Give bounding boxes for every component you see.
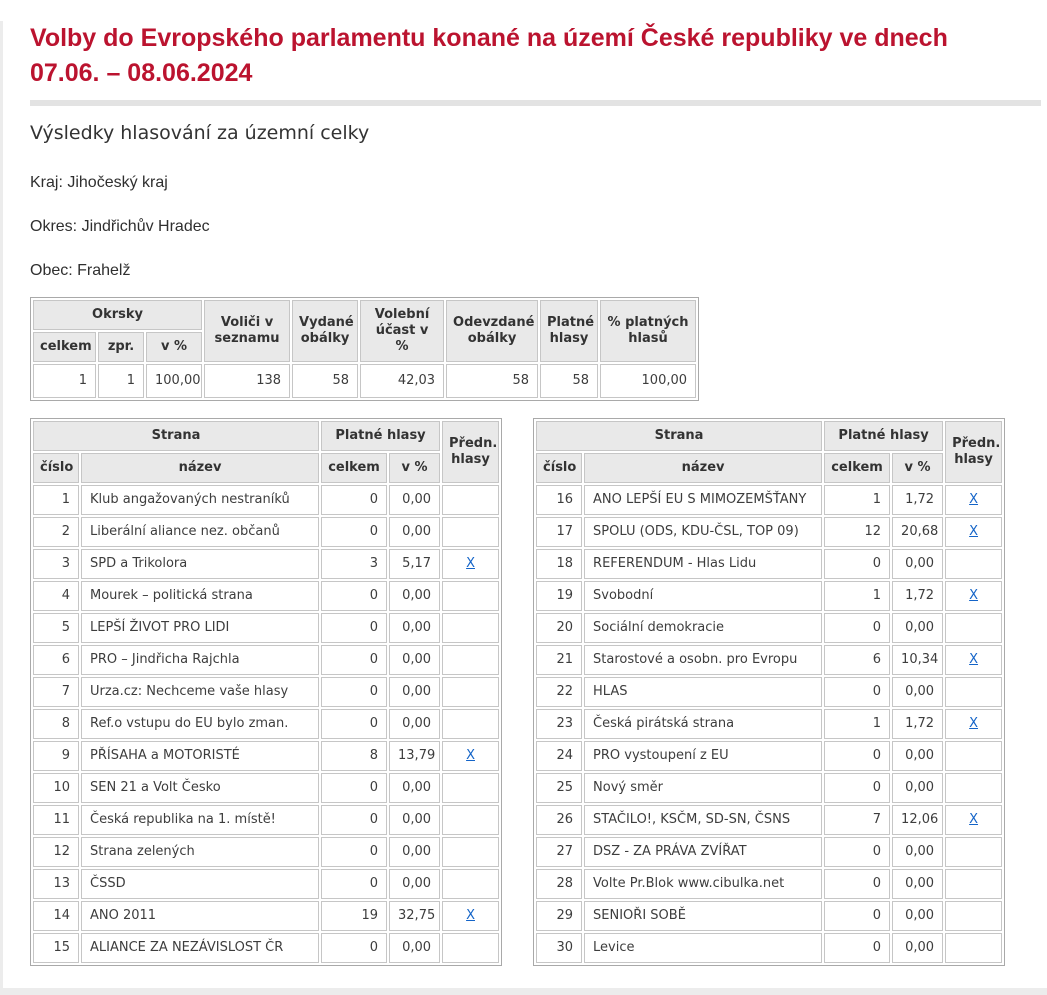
party-votes-percent: 0,00 — [389, 677, 440, 707]
party-row — [33, 741, 499, 771]
summary-ucast: 42,03 — [360, 364, 444, 398]
title-divider — [30, 100, 1041, 106]
party-votes-percent: 0,00 — [389, 933, 440, 963]
party-votes-total: 1 — [824, 581, 890, 611]
party-name: Levice — [584, 933, 822, 963]
party-votes-percent: 10,34 — [892, 645, 943, 675]
party-number: 28 — [536, 869, 582, 899]
party-header-predn-line1: Předn. — [449, 436, 498, 451]
party-pref-cell — [945, 901, 1002, 931]
party-row — [536, 773, 1002, 803]
page-content — [30, 21, 1041, 966]
party-votes-total: 12 — [824, 517, 890, 547]
section-title: Výsledky hlasování za územní celky — [30, 122, 370, 144]
party-number: 13 — [33, 869, 79, 899]
party-pref-cell — [442, 485, 499, 515]
party-row — [33, 805, 499, 835]
party-votes-total: 0 — [824, 613, 890, 643]
party-votes-total: 1 — [824, 485, 890, 515]
party-header-predn-line1: Předn. — [952, 436, 1001, 451]
party-name: LEPŠÍ ŽIVOT PRO LIDI — [81, 613, 319, 643]
party-number: 30 — [536, 933, 582, 963]
party-votes-percent: 5,17 — [389, 549, 440, 579]
party-header-vpct: v % — [892, 453, 943, 483]
party-row — [33, 901, 499, 931]
party-number: 24 — [536, 741, 582, 771]
party-pref-cell — [442, 869, 499, 899]
party-votes-percent: 1,72 — [892, 709, 943, 739]
summary-okrsky-vpct: 100,00 — [146, 364, 202, 398]
summary-okrsky-zpr: 1 — [98, 364, 144, 398]
party-pref-cell — [442, 549, 499, 579]
party-votes-percent: 0,00 — [892, 741, 943, 771]
party-votes-total: 0 — [824, 677, 890, 707]
party-tables-row — [30, 418, 1041, 966]
party-votes-percent: 13,79 — [389, 741, 440, 771]
party-votes-total: 1 — [824, 709, 890, 739]
party-name: SPD a Trikolora — [81, 549, 319, 579]
party-header-celkem: celkem — [321, 453, 387, 483]
party-votes-percent: 1,72 — [892, 485, 943, 515]
party-row — [536, 613, 1002, 643]
party-votes-total: 0 — [321, 869, 387, 899]
party-number: 22 — [536, 677, 582, 707]
party-name: Volte Pr.Blok www.cibulka.net — [584, 869, 822, 899]
party-votes-percent: 0,00 — [389, 517, 440, 547]
party-header-vpct: v % — [389, 453, 440, 483]
party-number: 8 — [33, 709, 79, 739]
party-number: 14 — [33, 901, 79, 931]
party-name: Starostové a osobn. pro Evropu — [584, 645, 822, 675]
party-votes-total: 0 — [824, 933, 890, 963]
party-votes-total: 0 — [321, 677, 387, 707]
summary-vydane-obalky: 58 — [292, 364, 358, 398]
party-number: 4 — [33, 581, 79, 611]
party-row — [33, 613, 499, 643]
party-pref-cell — [442, 933, 499, 963]
party-row — [33, 645, 499, 675]
party-row — [536, 805, 1002, 835]
pref-votes-link[interactable]: X — [969, 812, 979, 827]
party-votes-percent: 0,00 — [892, 549, 943, 579]
pref-votes-link[interactable]: X — [969, 716, 979, 731]
party-votes-total: 0 — [321, 805, 387, 835]
party-name: Ref.o vstupu do EU bylo zman. — [81, 709, 319, 739]
party-pref-cell — [945, 613, 1002, 643]
party-header-platne-hlasy: Platné hlasy — [321, 421, 440, 451]
party-votes-total: 0 — [321, 517, 387, 547]
party-name: Nový směr — [584, 773, 822, 803]
obec-label: Obec: Frahelž — [30, 262, 131, 279]
party-name: PRO – Jindřicha Rajchla — [81, 645, 319, 675]
party-votes-total: 0 — [824, 773, 890, 803]
summary-header-okrsky-vpct: v % — [146, 332, 202, 362]
party-number: 1 — [33, 485, 79, 515]
party-row — [33, 773, 499, 803]
pref-votes-link[interactable]: X — [969, 652, 979, 667]
party-header-cislo: číslo — [33, 453, 79, 483]
party-votes-percent: 0,00 — [892, 869, 943, 899]
party-name: ANO LEPŠÍ EU S MIMOZEMŠŤANY — [584, 485, 822, 515]
party-pref-cell — [945, 741, 1002, 771]
party-name: Liberální aliance nez. občanů — [81, 517, 319, 547]
summary-header-ucast: Volební účast v % — [360, 300, 444, 362]
party-votes-total: 0 — [321, 581, 387, 611]
party-votes-percent: 0,00 — [389, 645, 440, 675]
party-votes-total: 0 — [321, 933, 387, 963]
party-pref-cell — [442, 773, 499, 803]
summary-header-platne-hlasy: Platné hlasy — [540, 300, 598, 362]
summary-pct-platnych: 100,00 — [600, 364, 696, 398]
party-votes-total: 0 — [321, 645, 387, 675]
party-header-predn-hlasy — [945, 421, 1002, 483]
party-name: Klub angažovaných nestraníků — [81, 485, 319, 515]
party-votes-total: 0 — [321, 613, 387, 643]
summary-header-pct-platnych: % platných hlasů — [600, 300, 696, 362]
summary-row — [33, 364, 696, 398]
party-number: 6 — [33, 645, 79, 675]
party-header-predn-line2: hlasy — [451, 452, 490, 467]
party-votes-percent: 0,00 — [389, 837, 440, 867]
party-row — [536, 741, 1002, 771]
party-votes-total: 0 — [824, 741, 890, 771]
party-name: ČSSD — [81, 869, 319, 899]
page-title-line1: Volby do Evropského parlamentu konané na území České republiky ve dnech — [30, 24, 948, 52]
party-row — [536, 581, 1002, 611]
summary-header-volici: Voliči v seznamu — [204, 300, 290, 362]
summary-header-okrsky-celkem: celkem — [33, 332, 96, 362]
party-pref-cell — [945, 805, 1002, 835]
party-row — [536, 485, 1002, 515]
party-votes-percent: 1,72 — [892, 581, 943, 611]
party-number: 26 — [536, 805, 582, 835]
party-row — [536, 517, 1002, 547]
party-pref-cell — [945, 485, 1002, 515]
party-header-celkem: celkem — [824, 453, 890, 483]
party-pref-cell — [945, 517, 1002, 547]
party-votes-total: 19 — [321, 901, 387, 931]
party-votes-total: 0 — [321, 837, 387, 867]
party-row — [536, 709, 1002, 739]
party-pref-cell — [442, 645, 499, 675]
party-name: Urza.cz: Nechceme vaše hlasy — [81, 677, 319, 707]
party-pref-cell — [945, 869, 1002, 899]
party-pref-cell — [945, 645, 1002, 675]
party-row — [33, 549, 499, 579]
pref-votes-link[interactable]: X — [969, 492, 979, 507]
party-row — [33, 485, 499, 515]
party-row — [33, 677, 499, 707]
party-table-left — [30, 418, 502, 966]
party-name: Mourek – politická strana — [81, 581, 319, 611]
party-row — [536, 837, 1002, 867]
party-number: 12 — [33, 837, 79, 867]
party-row — [536, 645, 1002, 675]
party-number: 20 — [536, 613, 582, 643]
party-row — [33, 869, 499, 899]
summary-header-okrsky-zpr: zpr. — [98, 332, 144, 362]
party-pref-cell — [442, 613, 499, 643]
party-number: 2 — [33, 517, 79, 547]
party-number: 15 — [33, 933, 79, 963]
summary-platne-hlasy: 58 — [540, 364, 598, 398]
summary-volici: 138 — [204, 364, 290, 398]
party-number: 5 — [33, 613, 79, 643]
page-bottom-border — [0, 988, 1047, 995]
party-name: HLAS — [584, 677, 822, 707]
party-votes-total: 0 — [321, 709, 387, 739]
party-row — [33, 517, 499, 547]
party-name: Sociální demokracie — [584, 613, 822, 643]
page-title — [30, 21, 1041, 91]
party-name: Svobodní — [584, 581, 822, 611]
party-pref-cell — [442, 581, 499, 611]
party-row — [33, 581, 499, 611]
party-votes-percent: 0,00 — [389, 709, 440, 739]
party-name: Česká pirátská strana — [584, 709, 822, 739]
party-name: PŘÍSAHA a MOTORISTÉ — [81, 741, 319, 771]
party-number: 9 — [33, 741, 79, 771]
party-votes-percent: 0,00 — [892, 837, 943, 867]
party-row — [33, 837, 499, 867]
party-name: SEN 21 a Volt Česko — [81, 773, 319, 803]
party-pref-cell — [945, 773, 1002, 803]
pref-votes-link[interactable]: X — [466, 908, 475, 923]
party-votes-percent: 0,00 — [389, 613, 440, 643]
party-votes-percent: 0,00 — [892, 773, 943, 803]
party-pref-cell — [945, 933, 1002, 963]
party-row — [536, 677, 1002, 707]
party-votes-percent: 0,00 — [892, 933, 943, 963]
party-header-strana: Strana — [33, 421, 319, 451]
party-name: STAČILO!, KSČM, SD-SN, ČSNS — [584, 805, 822, 835]
party-number: 29 — [536, 901, 582, 931]
party-name: REFERENDUM - Hlas Lidu — [584, 549, 822, 579]
party-number: 23 — [536, 709, 582, 739]
party-votes-percent: 32,75 — [389, 901, 440, 931]
party-number: 18 — [536, 549, 582, 579]
party-number: 16 — [536, 485, 582, 515]
party-votes-total: 0 — [824, 837, 890, 867]
party-votes-percent: 0,00 — [892, 901, 943, 931]
party-votes-percent: 0,00 — [389, 869, 440, 899]
page-left-border — [0, 21, 3, 995]
party-name: Strana zelených — [81, 837, 319, 867]
party-header-predn-line2: hlasy — [954, 452, 993, 467]
party-name: ANO 2011 — [81, 901, 319, 931]
summary-okrsky-celkem: 1 — [33, 364, 96, 398]
party-pref-cell — [442, 805, 499, 835]
party-votes-percent: 0,00 — [892, 677, 943, 707]
party-number: 10 — [33, 773, 79, 803]
party-number: 7 — [33, 677, 79, 707]
pref-votes-link[interactable]: X — [969, 588, 979, 603]
party-number: 17 — [536, 517, 582, 547]
party-pref-cell — [442, 677, 499, 707]
party-pref-cell — [945, 677, 1002, 707]
party-row — [536, 933, 1002, 963]
party-votes-total: 0 — [321, 773, 387, 803]
party-pref-cell — [442, 741, 499, 771]
party-votes-percent: 0,00 — [892, 613, 943, 643]
party-header-nazev: název — [81, 453, 319, 483]
party-pref-cell — [945, 549, 1002, 579]
party-row — [33, 933, 499, 963]
party-votes-total: 8 — [321, 741, 387, 771]
party-votes-total: 7 — [824, 805, 890, 835]
party-pref-cell — [442, 901, 499, 931]
okres-label: Okres: Jindřichův Hradec — [30, 218, 210, 235]
summary-header-okrsky: Okrsky — [33, 300, 202, 330]
party-pref-cell — [945, 709, 1002, 739]
party-header-cislo: číslo — [536, 453, 582, 483]
party-number: 25 — [536, 773, 582, 803]
summary-odevzdane-obalky: 58 — [446, 364, 538, 398]
party-name: SENIOŘI SOBĚ — [584, 901, 822, 931]
party-votes-total: 0 — [824, 869, 890, 899]
party-pref-cell — [442, 709, 499, 739]
summary-header-odevzdane-obalky: Odevzdané obálky — [446, 300, 538, 362]
party-number: 19 — [536, 581, 582, 611]
party-row — [536, 549, 1002, 579]
party-pref-cell — [442, 837, 499, 867]
party-votes-percent: 20,68 — [892, 517, 943, 547]
pref-votes-link[interactable]: X — [466, 556, 475, 571]
party-header-nazev: název — [584, 453, 822, 483]
party-header-strana: Strana — [536, 421, 822, 451]
party-votes-total: 0 — [824, 901, 890, 931]
pref-votes-link[interactable]: X — [969, 524, 979, 539]
party-votes-percent: 12,06 — [892, 805, 943, 835]
party-votes-total: 3 — [321, 549, 387, 579]
party-pref-cell — [945, 581, 1002, 611]
party-name: SPOLU (ODS, KDU-ČSL, TOP 09) — [584, 517, 822, 547]
party-row — [536, 901, 1002, 931]
party-table-right — [533, 418, 1005, 966]
party-votes-total: 6 — [824, 645, 890, 675]
party-header-predn-hlasy — [442, 421, 499, 483]
party-votes-percent: 0,00 — [389, 581, 440, 611]
party-votes-total: 0 — [824, 549, 890, 579]
party-pref-cell — [945, 837, 1002, 867]
party-row — [536, 869, 1002, 899]
party-number: 3 — [33, 549, 79, 579]
party-number: 27 — [536, 837, 582, 867]
party-number: 11 — [33, 805, 79, 835]
party-name: DSZ - ZA PRÁVA ZVÍŘAT — [584, 837, 822, 867]
party-number: 21 — [536, 645, 582, 675]
kraj-label: Kraj: Jihočeský kraj — [30, 174, 168, 191]
party-name: ALIANCE ZA NEZÁVISLOST ČR — [81, 933, 319, 963]
party-votes-percent: 0,00 — [389, 773, 440, 803]
pref-votes-link[interactable]: X — [466, 748, 475, 763]
party-header-platne-hlasy: Platné hlasy — [824, 421, 943, 451]
party-votes-percent: 0,00 — [389, 485, 440, 515]
party-pref-cell — [442, 517, 499, 547]
party-votes-percent: 0,00 — [389, 805, 440, 835]
party-votes-total: 0 — [321, 485, 387, 515]
summary-header-vydane-obalky: Vydané obálky — [292, 300, 358, 362]
summary-table — [30, 297, 699, 401]
party-name: PRO vystoupení z EU — [584, 741, 822, 771]
page-title-line2: 07.06. – 08.06.2024 — [30, 59, 253, 87]
party-row — [33, 709, 499, 739]
party-name: Česká republika na 1. místě! — [81, 805, 319, 835]
